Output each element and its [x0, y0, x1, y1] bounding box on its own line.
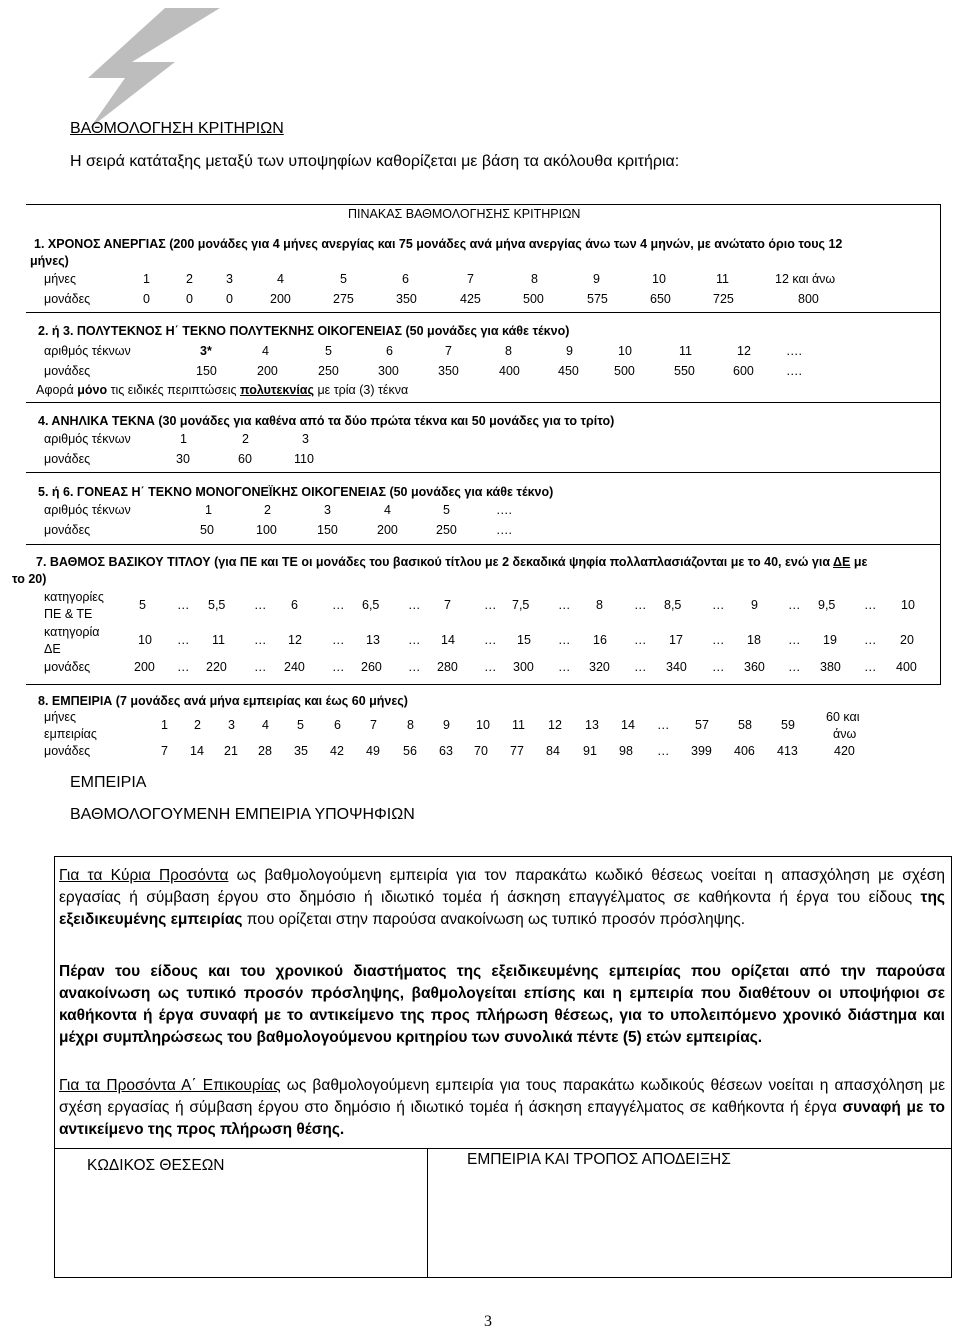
cell: … [864, 633, 877, 647]
cell: … [177, 660, 190, 674]
cell: 6 [291, 598, 298, 612]
cell: 60 [238, 452, 252, 466]
cell: 56 [403, 744, 417, 758]
cell: 275 [333, 292, 354, 306]
cell: 12 [548, 718, 562, 732]
positions-table-header [55, 1148, 951, 1277]
cell: 300 [513, 660, 534, 674]
cell: 3 [228, 718, 235, 732]
cell: 3 [324, 503, 331, 517]
s7-row2-label: κατηγορία [44, 625, 100, 639]
cell: 1 [180, 432, 187, 446]
cell: … [408, 660, 421, 674]
cell: … [558, 598, 571, 612]
s2-row1-label: αριθμός τέκνων [44, 344, 131, 358]
s7-row1-label-2: ΠΕ & ΤΕ [44, 607, 93, 621]
cell: 350 [438, 364, 459, 378]
cell: 3* [200, 344, 212, 358]
cell: 2 [194, 718, 201, 732]
cell: 220 [206, 660, 227, 674]
column-divider [427, 1149, 428, 1277]
cell: 300 [378, 364, 399, 378]
cell: 5 [443, 503, 450, 517]
cell: 400 [896, 660, 917, 674]
cell: 250 [436, 523, 457, 537]
cell: … [408, 598, 421, 612]
cell: 50 [200, 523, 214, 537]
cell: 8 [407, 718, 414, 732]
cell: … [332, 660, 345, 674]
s1-row2-label: μονάδες [44, 292, 91, 306]
cell: 91 [583, 744, 597, 758]
cell: … [657, 718, 670, 732]
cell: … [254, 598, 267, 612]
cell: 4 [262, 718, 269, 732]
cell: 340 [666, 660, 687, 674]
cell: 650 [650, 292, 671, 306]
cell: 14 [190, 744, 204, 758]
cell: … [788, 598, 801, 612]
cell: 9 [566, 344, 573, 358]
cell: 7 [444, 598, 451, 612]
s4-row2-label: μονάδες [44, 452, 91, 466]
cell: 450 [558, 364, 579, 378]
cell: 57 [695, 718, 709, 732]
cell: 77 [510, 744, 524, 758]
cell: 20 [900, 633, 914, 647]
cell: … [408, 633, 421, 647]
cell: … [332, 633, 345, 647]
cell: 240 [284, 660, 305, 674]
cell: 6,5 [362, 598, 380, 612]
cell: 10 [901, 598, 915, 612]
cell: 9,5 [818, 598, 836, 612]
cell: 8 [505, 344, 512, 358]
cell: 13 [366, 633, 380, 647]
s5-row1-label: αριθμός τέκνων [44, 503, 131, 517]
organization-logo [70, 0, 230, 130]
cell: 420 [834, 744, 855, 758]
cell: 6 [334, 718, 341, 732]
s7-row3-label: μονάδες [44, 660, 91, 674]
cell: 500 [523, 292, 544, 306]
cell: 425 [460, 292, 481, 306]
cell: 59 [781, 718, 795, 732]
cell: … [712, 598, 725, 612]
cell: 5 [139, 598, 146, 612]
cell: 1 [205, 503, 212, 517]
cell: 2 [242, 432, 249, 446]
cell: 7 [467, 272, 474, 286]
s5-heading: 5. ή 6. ΓΟΝΕΑΣ Η΄ ΤΕΚΝΟ ΜΟΝΟΓΟΝΕΪΚΗΣ ΟΙΚΟΓΕΝΕΙΑΣ (50 μονάδες για κάθε τέκνο) [38, 485, 554, 499]
cell: 84 [546, 744, 560, 758]
cell: 7 [445, 344, 452, 358]
cell: … [712, 633, 725, 647]
cell: άνω [833, 727, 857, 741]
cell: 49 [366, 744, 380, 758]
cell: … [864, 598, 877, 612]
cell: 8 [531, 272, 538, 286]
cell: … [634, 660, 647, 674]
cell: 413 [777, 744, 798, 758]
cell: 9 [751, 598, 758, 612]
cell: 30 [176, 452, 190, 466]
cell: 350 [396, 292, 417, 306]
cell: 260 [361, 660, 382, 674]
cell: 10 [476, 718, 490, 732]
cell: … [332, 598, 345, 612]
cell: 8,5 [664, 598, 682, 612]
cell: … [558, 660, 571, 674]
cell: 500 [614, 364, 635, 378]
divider [26, 402, 940, 403]
cell: 5 [340, 272, 347, 286]
cell: 98 [619, 744, 633, 758]
cell: 18 [747, 633, 761, 647]
s7-heading: 7. ΒΑΘΜΟΣ ΒΑΣΙΚΟΥ ΤΙΤΛΟΥ (για ΠΕ και ΤΕ οι μονάδες του βασικού τίτλου με 2 δεκαδικά ψηφία πολλαπλασιάζονται με το 40, ενώ για ΔΕ με [36, 555, 868, 569]
cell: 4 [262, 344, 269, 358]
cell: 6 [402, 272, 409, 286]
cell: 380 [820, 660, 841, 674]
divider [26, 544, 940, 545]
cell: 320 [589, 660, 610, 674]
cell: 9 [443, 718, 450, 732]
cell: 200 [377, 523, 398, 537]
cell: 42 [330, 744, 344, 758]
cell: 6 [386, 344, 393, 358]
cell: 8 [596, 598, 603, 612]
divider [26, 684, 940, 685]
cell: 200 [134, 660, 155, 674]
s7-heading-2: το 20) [12, 572, 47, 586]
cell: 9 [593, 272, 600, 286]
s8-heading: 8. ΕΜΠΕΙΡΙΑ (7 μονάδες ανά μήνα εμπειρίας και έως 60 μήνες) [38, 694, 408, 708]
cell: 0 [226, 292, 233, 306]
s4-heading: 4. ΑΝΗΛΙΚΑ ΤΕΚΝΑ (30 μονάδες για καθένα από τα δύο πρώτα τέκνα και 50 μονάδες για το τρίτο) [38, 414, 615, 428]
cell: 3 [226, 272, 233, 286]
cell: 10 [652, 272, 666, 286]
page-number: 3 [484, 1313, 492, 1330]
s1-row1-label: μήνες [44, 272, 77, 286]
cell: 0 [186, 292, 193, 306]
cell: 600 [733, 364, 754, 378]
experience-subtitle: ΒΑΘΜΟΛΟΓΟΥΜΕΝΗ ΕΜΠΕΙΡΙΑ ΥΠΟΨΗΦΙΩΝ [70, 806, 415, 823]
cell: 5 [297, 718, 304, 732]
cell: … [657, 744, 670, 758]
experience-title: ΕΜΠΕΙΡΙΑ [70, 774, 147, 791]
cell: 110 [294, 452, 314, 466]
col-position-code: ΚΩΔΙΚΟΣ ΘΕΣΕΩΝ [87, 1157, 225, 1174]
cell: 19 [823, 633, 837, 647]
main-qualifications-paragraph: Για τα Κύρια Προσόντα ως βαθμολογούμενη εμπειρία για τον παρακάτω κωδικό θέσεως νοείται η απασχόληση με σχέση εργασίας ή σύμβαση έργου στο δημόσιο ή ιδιωτικό τομέα ή άσκηση επαγγέλματος σε καθήκοντα ή έργα του είδους της εξειδικευμένης εμπειρίας που ορίζεται στην παρούσα ανακοίνωση ως τυπικό προσόν πρόσληψης. [59, 867, 945, 928]
cell: 4 [384, 503, 391, 517]
cell: 7 [161, 744, 168, 758]
s8-row1-label-2: εμπειρίας [44, 727, 97, 741]
cell: 58 [738, 718, 752, 732]
s2-note: Αφορά μόνο τις ειδικές περιπτώσεις πολυτεκνίας με τρία (3) τέκνα [36, 383, 409, 397]
cell: …. [786, 364, 802, 378]
cell: 5 [325, 344, 332, 358]
cell: 35 [294, 744, 308, 758]
cell: 12 και άνω [775, 272, 836, 286]
cell: 800 [798, 292, 819, 306]
cell: … [634, 633, 647, 647]
cell: 17 [669, 633, 683, 647]
cell: … [864, 660, 877, 674]
cell: … [484, 660, 497, 674]
cell: … [634, 598, 647, 612]
s4-row1-label: αριθμός τέκνων [44, 432, 131, 446]
cell: 150 [196, 364, 217, 378]
cell: 11 [512, 718, 525, 732]
divider [26, 312, 940, 313]
cell: 12 [737, 344, 751, 358]
cell: 5,5 [208, 598, 226, 612]
cell: 399 [691, 744, 712, 758]
cell: 21 [224, 744, 238, 758]
cell: 16 [593, 633, 607, 647]
cell: 725 [713, 292, 734, 306]
page-title: ΒΑΘΜΟΛΟΓΗΣΗ ΚΡΙΤΗΡΙΩΝ [70, 120, 284, 137]
cell: 1 [161, 718, 168, 732]
cell: 2 [264, 503, 271, 517]
cell: 3 [302, 432, 309, 446]
cell: 14 [441, 633, 455, 647]
cell: 200 [270, 292, 291, 306]
experience-box [54, 856, 952, 1278]
additional-experience-paragraph: Πέραν του είδους και του χρονικού διαστήματος της εξειδικευμένης εμπειρίας που ορίζεται από την παρούσα ανακοίνωση ως τυπικό προσόν πρόσληψης, βαθμολογείται επίσης και η εμπειρία που διαθέτουν οι υποψήφιοι σε καθήκοντα ή έργα συναφή με το αντικείμενο της προς πλήρωση θέσεως, για το υπολειπόμενο χρονικό διάστημα και μέχρι συμπληρώσεως του βαθμολογούμενου κριτηρίου των συνολικά πέντε (5) ετών εμπειρίας. [59, 963, 945, 1046]
auxiliary-qualifications-paragraph: Για τα Προσόντα Α΄ Επικουρίας ως βαθμολογούμενη εμπειρία για τους παρακάτω κωδικούς θέσεων νοείται η απασχόληση με σχέση εργασίας ή σύμβαση έργου στο δημόσιο ή ιδιωτικό τομέα ή άσκηση επαγγέλματος σε καθήκοντα ή έργα συναφή με το αντικείμενο της προς πλήρωση θέσης. [59, 1077, 945, 1138]
cell: … [484, 633, 497, 647]
cell: 14 [621, 718, 635, 732]
cell: … [788, 633, 801, 647]
cell: … [484, 598, 497, 612]
s5-row2-label: μονάδες [44, 523, 91, 537]
cell: 200 [257, 364, 278, 378]
s1-heading: 1. ΧΡΟΝΟΣ ΑΝΕΡΓΙΑΣ (200 μονάδες για 4 μήνες ανεργίας και 75 μονάδες ανά μήνα ανεργίας άνω των 4 μηνών, με ανώτατο όριο τους 12 [34, 237, 843, 251]
cell: 2 [186, 272, 193, 286]
cell: 11 [716, 272, 729, 286]
cell: 28 [258, 744, 272, 758]
cell: … [788, 660, 801, 674]
cell: 7 [370, 718, 377, 732]
cell: … [254, 660, 267, 674]
cell: … [177, 633, 190, 647]
s1-heading-2: μήνες) [30, 254, 69, 268]
cell: …. [786, 344, 802, 358]
col-experience-proof: ΕΜΠΕΙΡΙΑ ΚΑΙ ΤΡΟΠΟΣ ΑΠΟΔΕΙΞΗΣ [467, 1151, 731, 1168]
s2-heading: 2. ή 3. ΠΟΛΥΤΕΚΝΟΣ Η΄ ΤΕΚΝΟ ΠΟΛΥΤΕΚΝΗΣ ΟΙΚΟΓΕΝΕΙΑΣ (50 μονάδες για κάθε τέκνο) [38, 324, 570, 338]
cell: 7,5 [512, 598, 530, 612]
cell: 575 [587, 292, 608, 306]
s8-row2-label: μονάδες [44, 744, 91, 758]
cell: 100 [256, 523, 277, 537]
cell: 12 [288, 633, 302, 647]
cell: 150 [317, 523, 338, 537]
s7-row1-label: κατηγορίες [44, 590, 104, 604]
cell: 11 [212, 633, 225, 647]
intro-text: Η σειρά κατάταξης μεταξύ των υποψηφίων καθορίζεται με βάση τα ακόλουθα κριτήρια: [70, 153, 680, 170]
cell: 11 [679, 344, 692, 358]
cell: 10 [138, 633, 152, 647]
table-title: ΠΙΝΑΚΑΣ ΒΑΘΜΟΛΟΓΗΣΗΣ ΚΡΙΤΗΡΙΩΝ [348, 207, 581, 221]
cell: 70 [474, 744, 488, 758]
cell: … [558, 633, 571, 647]
cell: …. [496, 503, 512, 517]
s2-row2-label: μονάδες [44, 364, 91, 378]
cell: … [712, 660, 725, 674]
cell: 250 [318, 364, 339, 378]
cell: 400 [499, 364, 520, 378]
divider [26, 472, 940, 473]
s8-row1-label: μήνες [44, 710, 77, 724]
cell: 1 [143, 272, 150, 286]
cell: 60 και [826, 710, 860, 724]
cell: 0 [143, 292, 150, 306]
cell: 15 [517, 633, 531, 647]
cell: 280 [437, 660, 458, 674]
s7-row2-label-2: ΔΕ [44, 642, 61, 656]
cell: … [254, 633, 267, 647]
cell: 360 [744, 660, 765, 674]
cell: …. [496, 523, 512, 537]
cell: … [177, 598, 190, 612]
cell: 63 [439, 744, 453, 758]
cell: 406 [734, 744, 755, 758]
cell: 4 [277, 272, 284, 286]
cell: 550 [674, 364, 695, 378]
cell: 10 [618, 344, 632, 358]
cell: 13 [585, 718, 599, 732]
